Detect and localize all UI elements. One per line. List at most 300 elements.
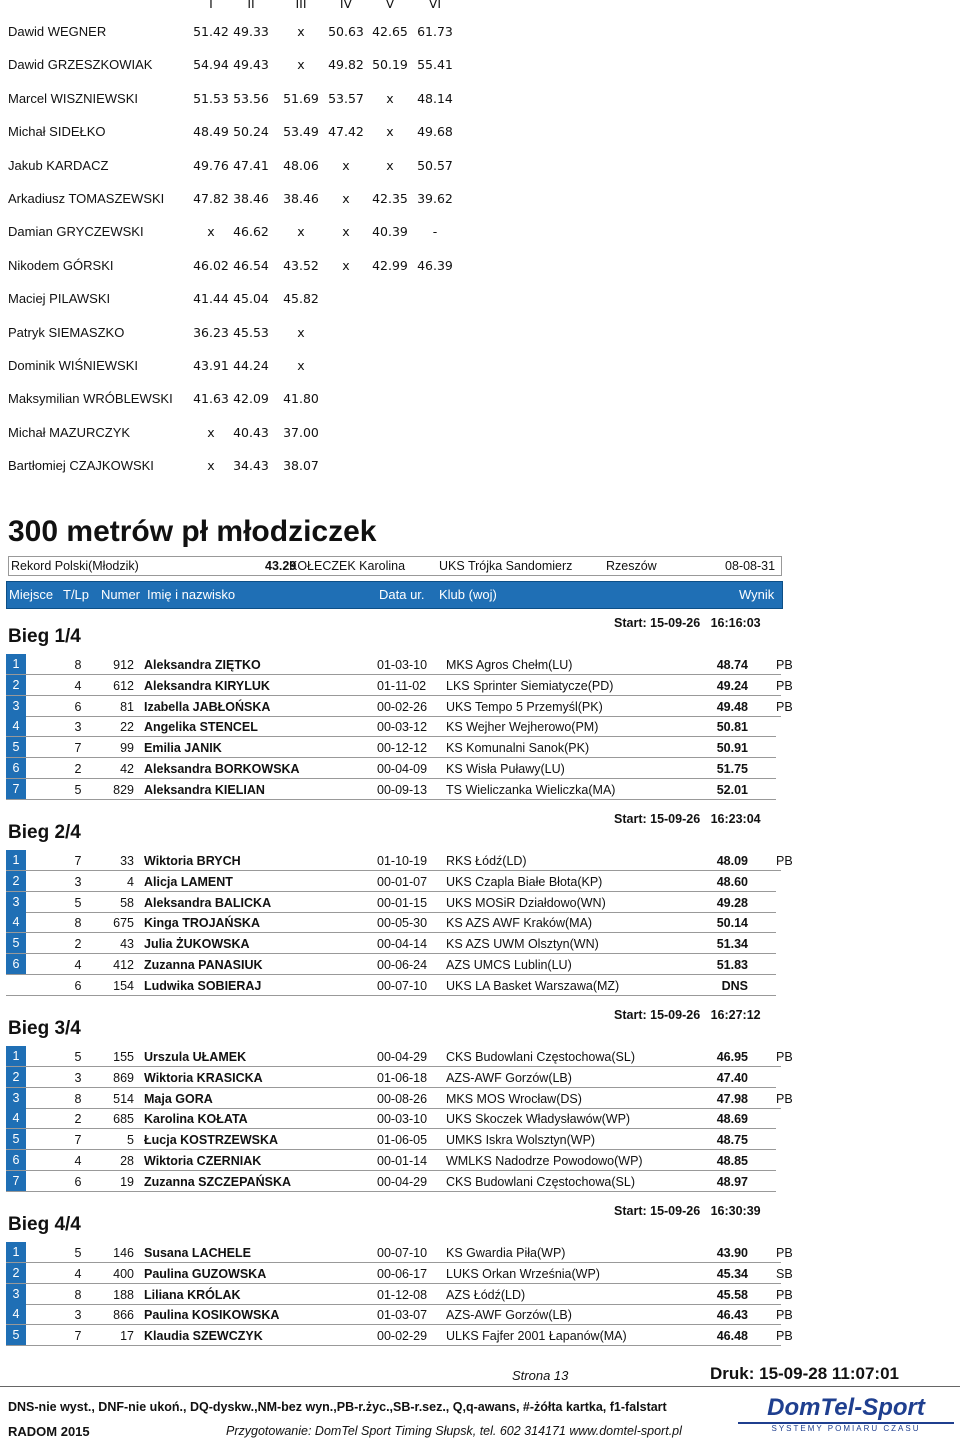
attempt-value: 47.82 xyxy=(193,191,229,206)
cell-note: PB xyxy=(776,658,793,672)
cell-dob: 00-09-13 xyxy=(377,782,428,797)
header-dob: Data ur. xyxy=(379,587,425,602)
cell-lane: 7 xyxy=(74,1329,82,1344)
cell-result: 47.40 xyxy=(716,1070,748,1085)
athlete-name: Bartłomiej CZAJKOWSKI xyxy=(8,458,154,474)
cell-name: Aleksandra ZIĘTKO xyxy=(144,658,261,672)
domtel-logo xyxy=(738,1394,954,1434)
cell-dob: 00-03-12 xyxy=(377,720,428,735)
result-row xyxy=(6,737,776,758)
heat-start-time: Start: 15-09-26 16:30:39 xyxy=(614,1204,761,1218)
cell-club: TS Wieliczanka Wieliczka(MA) xyxy=(446,782,616,797)
result-row xyxy=(6,892,776,913)
attempt-value: 55.41 xyxy=(417,57,453,73)
cell-dob: 00-04-29 xyxy=(377,1174,428,1189)
attempt-value: 53.57 xyxy=(328,90,364,106)
cell-bib: 33 xyxy=(120,854,134,868)
record-label: Rekord Polski(Młodzik) xyxy=(11,559,139,573)
attempt-value: 48.49 xyxy=(193,124,229,140)
result-row xyxy=(6,871,776,892)
attempt-value: 42.09 xyxy=(233,391,269,407)
cell-place: 5 xyxy=(6,933,26,953)
attempt-value: 50.57 xyxy=(417,157,453,173)
cell-note: SB xyxy=(776,1266,793,1281)
result-row xyxy=(6,1088,793,1109)
cell-club: KS Komunalni Sanok(PK) xyxy=(446,741,590,756)
cell-dob: 00-02-29 xyxy=(377,1329,428,1344)
result-row xyxy=(6,1108,776,1129)
table-header xyxy=(6,581,783,609)
attempt-value: 41.44 xyxy=(193,291,229,307)
attempt-value: 50.63 xyxy=(328,24,364,39)
cell-result: 48.09 xyxy=(716,854,748,868)
cell-bib: 829 xyxy=(113,782,134,797)
cell-result: 52.01 xyxy=(716,782,748,797)
cell-name: Izabella JABŁOŃSKA xyxy=(144,699,271,714)
cell-bib: 42 xyxy=(120,762,134,776)
heat-title: Bieg 3/4 xyxy=(8,1018,81,1039)
cell-dob: 01-10-19 xyxy=(377,854,428,868)
cell-name: Łucja KOSTRZEWSKA xyxy=(144,1133,279,1148)
attempt-value: 53.56 xyxy=(233,90,269,106)
cell-club: KS AZS AWF Kraków(MA) xyxy=(446,916,593,931)
cell-club: UKS MOSiR Działdowo(WN) xyxy=(446,895,606,910)
cell-result: 50.81 xyxy=(716,720,748,735)
cell-lane: 3 xyxy=(74,720,82,735)
cell-bib: 400 xyxy=(113,1266,134,1281)
cell-note: PB xyxy=(776,1091,793,1106)
cell-name: Zuzanna PANASIUK xyxy=(144,958,263,972)
cell-bib: 685 xyxy=(113,1112,134,1127)
cell-bib: 869 xyxy=(113,1070,134,1085)
cell-result: 48.69 xyxy=(716,1112,748,1127)
cell-name: Aleksandra BORKOWSKA xyxy=(144,762,300,776)
cell-result: 43.90 xyxy=(716,1246,748,1260)
result-row xyxy=(6,933,776,954)
result-row xyxy=(6,779,776,800)
attempt-value: 46.39 xyxy=(417,257,453,273)
cell-club: KS Wejher Wejherowo(PM) xyxy=(446,720,599,735)
attempt-value: 48.14 xyxy=(417,90,453,106)
cell-place: 4 xyxy=(6,912,26,932)
cell-bib: 912 xyxy=(113,658,134,672)
cell-place xyxy=(6,975,26,995)
attempt-value: 41.63 xyxy=(193,391,229,407)
result-row xyxy=(6,758,776,779)
cell-dob: 01-06-05 xyxy=(377,1133,428,1148)
attempt-value: 49.33 xyxy=(233,24,269,39)
cell-place: 5 xyxy=(6,737,26,757)
record-date: 08-08-31 xyxy=(725,559,776,573)
cell-dob: 00-01-14 xyxy=(377,1154,428,1168)
cell-name: Aleksandra KIRYLUK xyxy=(144,678,270,693)
cell-bib: 5 xyxy=(127,1133,134,1148)
attempt-value: 54.94 xyxy=(193,57,229,73)
attempt-value: 53.49 xyxy=(283,124,319,140)
cell-result: 49.48 xyxy=(716,699,748,714)
result-row xyxy=(6,975,776,996)
athlete-name: Marcel WISZNIEWSKI xyxy=(8,90,139,106)
cell-name: Ludwika SOBIERAJ xyxy=(144,978,262,993)
result-row xyxy=(6,1284,793,1305)
cell-bib: 866 xyxy=(113,1308,134,1323)
attempt-value: x xyxy=(297,224,305,240)
athlete-name: Michał MAZURCZYK xyxy=(8,424,131,440)
cell-place: 1 xyxy=(6,850,26,870)
cell-note: PB xyxy=(776,1308,793,1323)
cell-place: 6 xyxy=(6,954,26,974)
cell-lane: 2 xyxy=(74,1112,82,1127)
cell-club: RKS Łódź(LD) xyxy=(446,854,527,868)
cell-lane: 8 xyxy=(74,658,82,672)
cell-dob: 01-03-10 xyxy=(377,658,428,672)
cell-lane: 7 xyxy=(74,741,82,756)
attempt-value: x xyxy=(342,157,350,173)
result-row xyxy=(6,1242,793,1263)
cell-club: UKS Skoczek Władysławów(WP) xyxy=(446,1112,631,1127)
cell-note: PB xyxy=(776,854,793,868)
record-value: 43.29 xyxy=(265,559,297,573)
result-row xyxy=(6,654,793,675)
record-row xyxy=(8,556,782,576)
cell-bib: 155 xyxy=(113,1050,134,1064)
cell-dob: 00-06-17 xyxy=(377,1266,428,1281)
cell-name: Kinga TROJAŃSKA xyxy=(144,916,260,931)
print-date: Druk: 15-09-28 11:07:01 xyxy=(710,1364,900,1383)
cell-club: KS AZS UWM Olsztyn(WN) xyxy=(446,937,599,952)
attempt-value: 36.23 xyxy=(193,324,229,340)
attempt-value: 44.24 xyxy=(233,358,269,373)
result-row xyxy=(6,696,793,717)
cell-result: 51.34 xyxy=(716,937,748,952)
cell-note: PB xyxy=(776,1329,793,1344)
attempt-value: 51.69 xyxy=(283,90,319,106)
attempt-value: x xyxy=(386,124,394,140)
cell-dob: 00-07-10 xyxy=(377,1246,428,1260)
cell-bib: 514 xyxy=(113,1091,134,1106)
cell-place: 7 xyxy=(6,779,26,799)
result-row xyxy=(6,954,776,975)
heat-title: Bieg 2/4 xyxy=(8,822,81,843)
attempt-value: 34.43 xyxy=(233,458,269,474)
attempt-value: 38.46 xyxy=(283,191,319,206)
logo-text: DomTel-Sport xyxy=(767,1394,925,1421)
cell-note: PB xyxy=(776,1050,793,1064)
result-row xyxy=(6,716,776,737)
attempt-value: x xyxy=(297,358,305,373)
cell-dob: 00-04-14 xyxy=(377,937,428,952)
cell-dob: 01-06-18 xyxy=(377,1070,428,1085)
attempt-value: 51.42 xyxy=(193,24,229,39)
attempt-value: 39.62 xyxy=(417,191,453,206)
cell-bib: 154 xyxy=(113,978,134,993)
header-name: Imię i nazwisko xyxy=(147,587,236,602)
result-row xyxy=(6,912,776,933)
footer-divider xyxy=(0,1386,960,1387)
cell-lane: 4 xyxy=(74,678,82,693)
attempt-value: 42.35 xyxy=(372,191,408,206)
cell-club: MKS Agros Chełm(LU) xyxy=(446,658,573,672)
cell-name: Julia ŻUKOWSKA xyxy=(144,937,250,952)
cell-dob: 00-03-10 xyxy=(377,1112,428,1127)
cell-lane: 8 xyxy=(74,1091,82,1106)
cell-bib: 4 xyxy=(127,874,134,889)
attempt-value: x xyxy=(386,90,394,106)
logo-subtitle: SYSTEMY POMIARU CZASU xyxy=(738,1422,954,1433)
cell-lane: 3 xyxy=(74,874,82,889)
cell-club: KS Gwardia Piła(WP) xyxy=(446,1246,566,1260)
attempt-value: x xyxy=(342,224,350,240)
result-row xyxy=(6,1171,776,1192)
legend: DNS-nie wyst., DNF-nie ukoń., DQ-dyskw.,NM-bez wyn.,PB-r.życ.,SB-r.sez., Q,q-awans, #-żółta kartka, f1-falstart xyxy=(8,1400,667,1414)
header-club: Klub (woj) xyxy=(439,587,497,602)
cell-dob: 00-01-15 xyxy=(377,895,428,910)
attempt-value: 42.99 xyxy=(372,257,408,273)
athlete-name: Maciej PILAWSKI xyxy=(8,291,111,307)
cell-place: 1 xyxy=(6,654,26,674)
cell-place: 6 xyxy=(6,758,26,778)
athlete-name: Nikodem GÓRSKI xyxy=(8,257,114,273)
record-place: Rzeszów xyxy=(606,559,657,573)
cell-result: 46.95 xyxy=(716,1050,748,1064)
attempt-value: x xyxy=(342,257,350,273)
attempt-value: x xyxy=(297,24,305,39)
cell-name: Karolina KOŁATA xyxy=(144,1112,248,1127)
cell-lane: 7 xyxy=(74,1133,82,1148)
result-row xyxy=(6,850,793,871)
result-row xyxy=(6,1046,793,1067)
attempt-value: 47.42 xyxy=(328,124,364,140)
header-bib: Numer xyxy=(101,587,141,602)
attempt-value: 50.19 xyxy=(372,57,408,73)
cell-lane: 6 xyxy=(74,978,82,993)
cell-club: LKS Sprinter Siemiatycze(PD) xyxy=(446,678,614,693)
cell-place: 2 xyxy=(6,1263,26,1283)
cell-place: 3 xyxy=(6,1088,26,1108)
attempt-value: 45.04 xyxy=(233,291,269,307)
athlete-name: Jakub KARDACZ xyxy=(8,157,109,173)
heat-start-time: Start: 15-09-26 16:16:03 xyxy=(614,616,761,630)
cell-place: 5 xyxy=(6,1129,26,1149)
cell-result: 50.14 xyxy=(716,916,748,931)
cell-bib: 675 xyxy=(113,916,134,931)
cell-name: Emilia JANIK xyxy=(144,741,222,756)
cell-name: Klaudia SZEWCZYK xyxy=(144,1329,263,1344)
cell-place: 3 xyxy=(6,892,26,912)
cell-result: 49.24 xyxy=(716,678,748,693)
cell-result: 50.91 xyxy=(716,741,748,756)
cell-result: DNS xyxy=(721,978,748,993)
cell-result: 46.43 xyxy=(716,1308,748,1323)
cell-lane: 2 xyxy=(74,762,82,776)
cell-dob: 00-07-10 xyxy=(377,978,428,993)
cell-bib: 43 xyxy=(120,937,134,952)
cell-result: 47.98 xyxy=(716,1091,748,1106)
attempt-value: 45.82 xyxy=(283,291,319,307)
cell-lane: 2 xyxy=(74,937,82,952)
attempt-value: x xyxy=(207,424,215,440)
cell-lane: 5 xyxy=(74,1050,82,1064)
cell-club: UKS LA Basket Warszawa(MZ) xyxy=(446,978,620,993)
attempt-column-label: V xyxy=(385,0,395,11)
cell-result: 45.34 xyxy=(716,1266,748,1281)
cell-name: Wiktoria KRASICKA xyxy=(144,1070,263,1085)
cell-place: 5 xyxy=(6,1325,26,1345)
cell-club: LUKS Orkan Września(WP) xyxy=(446,1266,600,1281)
attempt-column-label: III xyxy=(295,0,307,11)
attempt-value: 49.76 xyxy=(193,157,229,173)
cell-club: KS Wisła Puławy(LU) xyxy=(446,762,565,776)
cell-club: UKS Tempo 5 Przemyśl(PK) xyxy=(446,699,603,714)
cell-dob: 00-05-30 xyxy=(377,916,428,931)
cell-note: PB xyxy=(776,1287,793,1302)
attempt-column-label: VI xyxy=(428,0,442,11)
cell-note: PB xyxy=(776,678,793,693)
cell-name: Alicja LAMENT xyxy=(144,874,233,889)
attempt-value: 50.24 xyxy=(233,124,269,140)
athlete-name: Patryk SIEMASZKO xyxy=(8,324,125,340)
attempt-value: 45.53 xyxy=(233,324,269,340)
athlete-name: Michał SIDEŁKO xyxy=(8,124,106,140)
cell-dob: 00-01-07 xyxy=(377,874,428,889)
attempt-value: 37.00 xyxy=(283,424,319,440)
cell-lane: 8 xyxy=(74,916,82,931)
cell-bib: 81 xyxy=(120,699,134,714)
cell-lane: 6 xyxy=(74,1174,82,1189)
attempt-value: - xyxy=(432,224,438,240)
attempt-value: x xyxy=(386,157,394,173)
athlete-name: Dawid GRZESZKOWIAK xyxy=(8,57,153,73)
attempt-value: 42.65 xyxy=(372,24,408,39)
result-row xyxy=(6,1263,793,1284)
cell-name: Maja GORA xyxy=(144,1091,213,1106)
result-row xyxy=(6,1067,776,1088)
cell-name: Angelika STENCEL xyxy=(144,720,258,735)
cell-bib: 22 xyxy=(120,720,134,735)
result-row xyxy=(6,1150,776,1171)
cell-dob: 00-04-09 xyxy=(377,762,428,776)
heat-title: Bieg 1/4 xyxy=(8,626,81,647)
cell-dob: 01-12-08 xyxy=(377,1287,428,1302)
attempt-value: 46.02 xyxy=(193,257,229,273)
record-holder: KOŁECZEK Karolina xyxy=(289,559,406,573)
attempt-value: 49.43 xyxy=(233,57,269,73)
attempt-value: 47.41 xyxy=(233,157,269,173)
cell-lane: 3 xyxy=(74,1308,82,1323)
cell-place: 2 xyxy=(6,1067,26,1087)
result-row xyxy=(6,1129,776,1150)
cell-place: 2 xyxy=(6,675,26,695)
cell-lane: 7 xyxy=(74,854,82,868)
athlete-name: Dominik WIŚNIEWSKI xyxy=(8,358,139,373)
cell-name: Zuzanna SZCZEPAŃSKA xyxy=(144,1174,291,1189)
cell-bib: 99 xyxy=(120,741,134,756)
cell-club: AZS Łódź(LD) xyxy=(446,1287,526,1302)
attempt-value: 38.07 xyxy=(283,458,319,474)
result-row xyxy=(6,675,793,696)
attempt-value: 61.73 xyxy=(417,24,453,39)
header-place: Miejsce xyxy=(9,587,54,602)
header-lane: T/Lp xyxy=(63,587,90,602)
cell-name: Aleksandra BALICKA xyxy=(144,895,272,910)
cell-result: 48.85 xyxy=(716,1154,748,1168)
cell-bib: 146 xyxy=(113,1246,134,1260)
cell-club: CKS Budowlani Częstochowa(SL) xyxy=(446,1050,635,1064)
cell-dob: 01-11-02 xyxy=(377,678,427,693)
cell-lane: 4 xyxy=(74,1266,82,1281)
cell-dob: 00-04-29 xyxy=(377,1050,428,1064)
cell-name: Liliana KRÓLAK xyxy=(144,1287,241,1302)
event-name: RADOM 2015 xyxy=(8,1424,90,1439)
cell-place: 4 xyxy=(6,1108,26,1128)
cell-dob: 00-08-26 xyxy=(377,1091,428,1106)
cell-place: 2 xyxy=(6,871,26,891)
result-row xyxy=(6,1325,793,1346)
cell-result: 51.75 xyxy=(716,762,748,776)
attempt-value: 48.06 xyxy=(283,157,319,173)
prepared-by: Przygotowanie: DomTel Sport Timing Słupsk, tel. 602 314171 www.domtel-sport.pl xyxy=(226,1424,682,1438)
attempt-value: x xyxy=(297,57,305,73)
cell-result: 49.28 xyxy=(716,895,748,910)
attempt-value: 49.82 xyxy=(328,57,364,73)
cell-name: Aleksandra KIELIAN xyxy=(144,782,265,797)
header-result: Wynik xyxy=(739,587,775,602)
attempt-value: x xyxy=(297,324,305,340)
heat-start-time: Start: 15-09-26 16:27:12 xyxy=(614,1008,761,1022)
heat-title: Bieg 4/4 xyxy=(8,1214,81,1235)
cell-lane: 6 xyxy=(74,699,82,714)
attempt-value: x xyxy=(207,224,215,240)
athlete-name: Maksymilian WRÓBLEWSKI xyxy=(8,391,173,407)
record-club: UKS Trójka Sandomierz xyxy=(439,559,573,573)
cell-bib: 19 xyxy=(120,1174,134,1189)
cell-place: 4 xyxy=(6,716,26,736)
attempt-column-label: I xyxy=(209,0,213,11)
cell-club: ULKS Fajfer 2001 Łapanów(MA) xyxy=(446,1329,627,1344)
attempt-column-label: IV xyxy=(339,0,353,11)
cell-name: Susana LACHELE xyxy=(144,1246,251,1260)
cell-note: PB xyxy=(776,699,793,714)
athlete-name: Dawid WEGNER xyxy=(8,24,107,39)
cell-name: Wiktoria BRYCH xyxy=(144,854,241,868)
attempt-column-label: II xyxy=(247,0,255,11)
cell-lane: 5 xyxy=(74,782,82,797)
cell-note: PB xyxy=(776,1246,793,1260)
cell-result: 51.83 xyxy=(716,958,748,972)
cell-result: 48.97 xyxy=(716,1174,748,1189)
cell-name: Wiktoria CZERNIAK xyxy=(144,1154,262,1168)
cell-club: AZS-AWF Gorzów(LB) xyxy=(446,1070,572,1085)
cell-bib: 188 xyxy=(113,1287,134,1302)
cell-club: AZS UMCS Lublin(LU) xyxy=(446,958,572,972)
athlete-name: Damian GRYCZEWSKI xyxy=(8,224,144,240)
cell-place: 3 xyxy=(6,696,26,716)
cell-place: 6 xyxy=(6,1150,26,1170)
cell-result: 48.60 xyxy=(716,874,748,889)
cell-lane: 4 xyxy=(74,958,82,972)
cell-dob: 00-12-12 xyxy=(377,741,428,756)
cell-result: 48.74 xyxy=(716,658,748,672)
heat-start-time: Start: 15-09-26 16:23:04 xyxy=(614,812,761,826)
cell-dob: 01-03-07 xyxy=(377,1308,428,1323)
cell-name: Paulina GUZOWSKA xyxy=(144,1266,267,1281)
cell-bib: 28 xyxy=(120,1154,134,1168)
cell-bib: 612 xyxy=(113,678,134,693)
cell-club: UKS Czapla Białe Błota(KP) xyxy=(446,874,603,889)
cell-club: MKS MOS Wrocław(DS) xyxy=(446,1091,582,1106)
cell-lane: 4 xyxy=(74,1154,82,1168)
cell-club: UMKS Iskra Wolsztyn(WP) xyxy=(446,1133,596,1148)
